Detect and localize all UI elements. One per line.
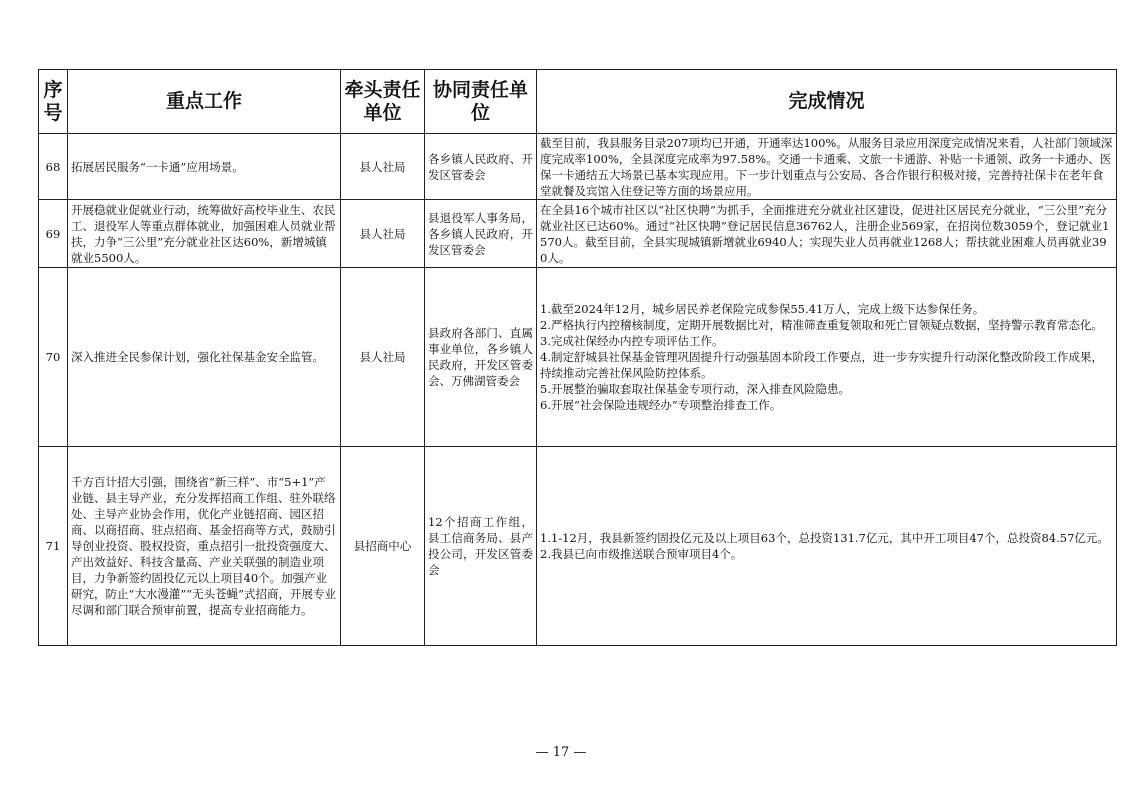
status-line: 4.制定舒城县社保基金管理巩固提升行动强基固本阶段工作要点，进一步夯实提升行动深化整改阶段工作成果，持续推动完善社保风险防控体系。 [540,350,1103,380]
status-line: 2.我县已向市级推送联合预审项目4个。 [540,547,743,561]
row-task: 拓展居民服务“一卡通”应用场景。 [68,134,341,200]
row-assist: 县退役军人事务局，各乡镇人民政府，开发区管委会 [425,200,537,268]
status-line: 2.严格执行内控稽核制度，定期开展数据比对，精准筛查重复领取和死亡冒领疑点数据，坚持警示教育常态化。 [540,318,1103,332]
row-assist: 12个招商工作组，县工信商务局、县产投公司，开发区管委会 [425,447,537,646]
work-progress-table [38,69,1117,646]
header-num: 序号 [39,70,68,134]
row-status [537,268,1117,447]
row-status [537,200,1117,268]
row-num: 70 [39,268,68,447]
row-assist: 各乡镇人民政府、开发区管委会 [425,134,537,200]
table-header-row [39,70,1117,134]
page-number: — 17 — [535,745,587,760]
table-row [39,268,1117,447]
status-line: 1.截至2024年12月，城乡居民养老保险完成参保55.41万人，完成上级下达参保任务。 [540,302,985,316]
row-status [537,134,1117,200]
status-line: 5.开展整治骗取套取社保基金专项行动，深入排查风险隐患。 [540,382,850,396]
table-row [39,447,1117,646]
row-task: 深入推进全民参保计划，强化社保基金安全监管。 [68,268,341,447]
header-task: 重点工作 [68,70,341,134]
header-assist: 协同责任单位 [425,70,537,134]
row-lead: 县招商中心 [341,447,425,646]
row-status [537,447,1117,646]
status-line: 1.1-12月，我县新签约固投亿元及以上项目63个，总投资131.7亿元，其中开工项目47个，总投资84.57亿元。 [540,531,1109,545]
row-lead: 县人社局 [341,268,425,447]
status-line: 6.开展“社会保险违规经办”专项整治排查工作。 [540,398,782,412]
row-lead: 县人社局 [341,200,425,268]
row-lead: 县人社局 [341,134,425,200]
status-line: 截至目前，我县服务目录207项均已开通，开通率达100%。从服务目录应用深度完成情况来看，人社部门领域深度完成率100%，全县深度完成率为97.58%。交通一卡通乘、文旅一卡通游、补贴一卡通领、政务一卡通办、医保一卡通结五大场景已基本实现应用。下一步计划重点与公安局、各合作银行积极对接，完善持社保卡在老年食堂就餐及宾馆入住登记等方面的场景应用。 [540,135,1113,198]
status-line: 在全县16个城市社区以“社区快聘”为抓手，全面推进充分就业社区建设，促进社区居民充分就业，“三公里”充分就业社区已达60%。通过“社区快聘”登记居民信息36762人，注册企业569家，在招岗位数3059个，登记就业1570人。截至目前，全县实现城镇新增就业6940人；实现失业人员再就业1268人；帮扶就业困难人员再就业390人。 [540,202,1110,265]
row-num: 71 [39,447,68,646]
row-assist: 县政府各部门、直属事业单位，各乡镇人民政府，开发区管委会、万佛湖管委会 [425,268,537,447]
status-line: 3.完成社保经办内控专项评估工作。 [540,334,724,348]
row-num: 68 [39,134,68,200]
table-row [39,134,1117,200]
table-row [39,200,1117,268]
header-status: 完成情况 [537,70,1117,134]
row-task: 开展稳就业促就业行动，统筹做好高校毕业生、农民工、退役军人等重点群体就业，加强困难人员就业帮扶，力争“三公里”充分就业社区达60%，新增城镇就业5500人。 [68,200,341,268]
header-lead: 牵头责任单位 [341,70,425,134]
row-num: 69 [39,200,68,268]
row-task: 千方百计招大引强，围绕省“新三样”、市“5+1”产业链、县主导产业，充分发挥招商工作组、驻外联络处、主导产业协会作用，优化产业链招商、园区招商、以商招商、驻点招商、基金招商等方式，鼓励引导创业投资、股权投资，重点招引一批投资强度大、产出效益好、科技含量高、产业关联强的制造业项目，力争新签约固投亿元以上项目40个。加强产业研究，防止“大水漫灌”“无头苍蝇”式招商，开展专业尽调和部门联合预审前置，提高专业招商能力。 [68,447,341,646]
